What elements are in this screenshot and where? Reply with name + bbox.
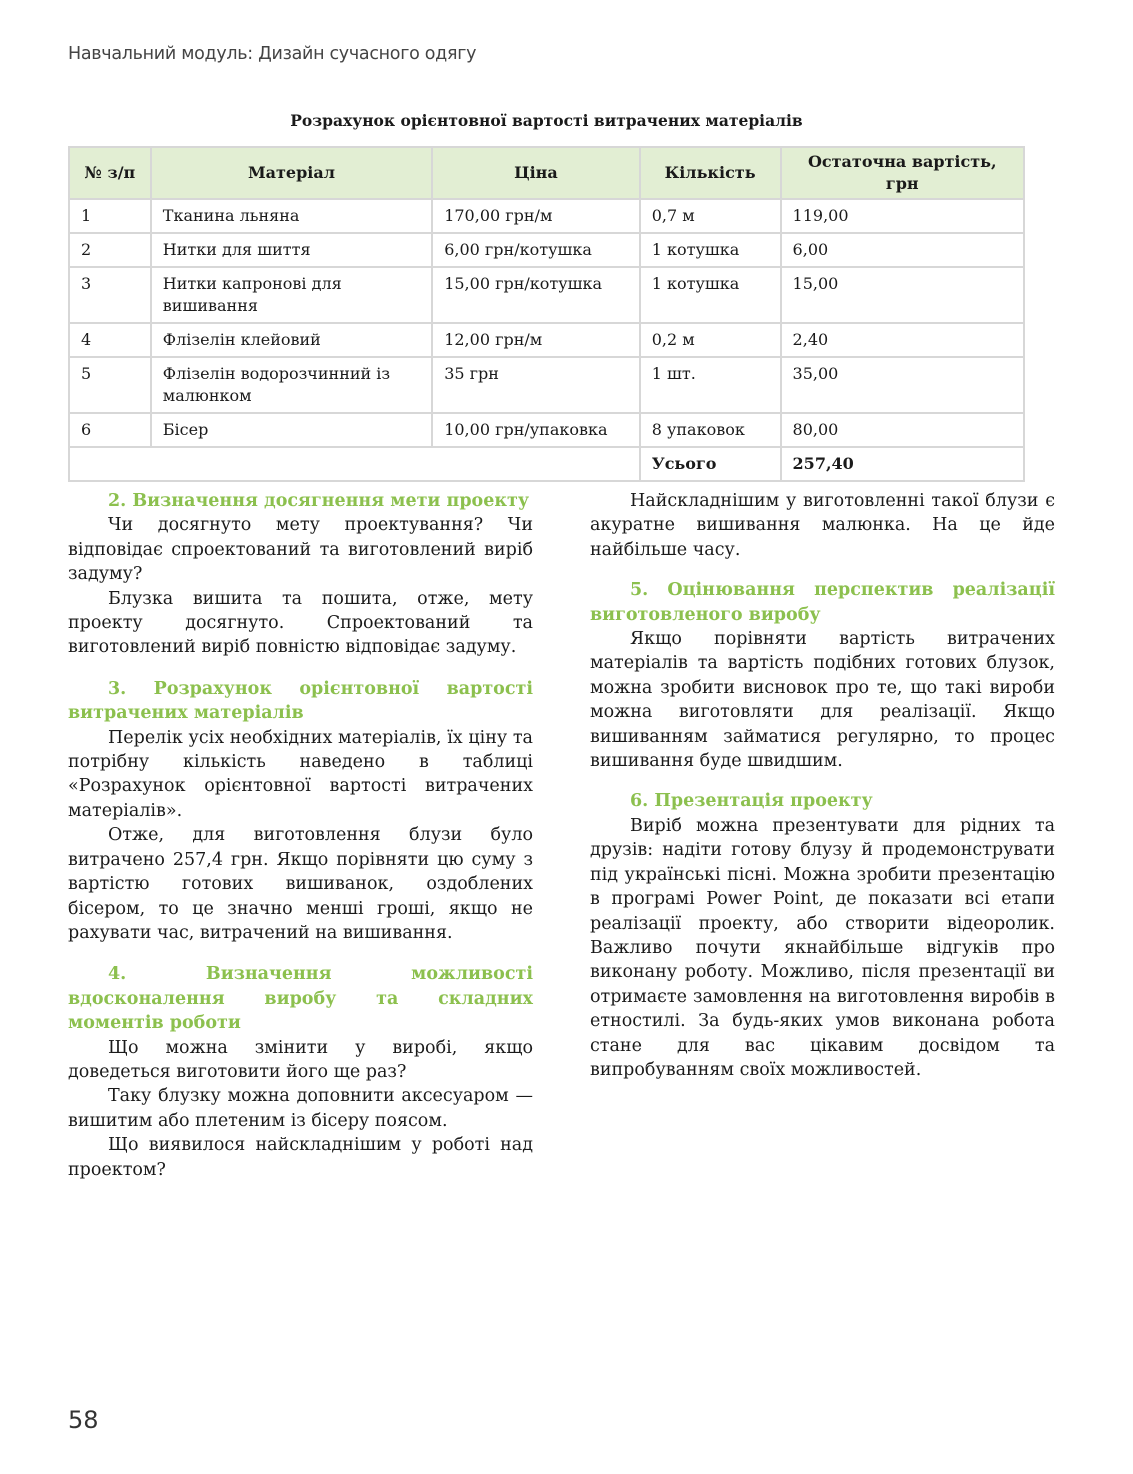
table-row <box>69 413 1024 447</box>
cell-price: 6,00 грн/котушка <box>432 233 640 267</box>
section-heading-improvement: 4. Визначення можливості вдосконалення виробу та складних моментів роботи <box>68 964 533 1034</box>
column-header-quantity: Кількість <box>640 147 781 199</box>
cell-price: 12,00 грн/м <box>432 323 640 357</box>
column-header-price: Ціна <box>432 147 640 199</box>
paragraph: Чи досягнуто мету проектування? Чи відповідає спроектований та виготовлений виріб задуму? <box>68 515 533 585</box>
table-header-row <box>69 147 1024 199</box>
running-header: Навчальний модуль: Дизайн сучасного одягу <box>68 44 477 64</box>
paragraph: Виріб можна презентувати для рідних та друзів: надіти готову блузу й продемонструвати під українські пісні. Можна зробити презентацію в програмі Power Point, де показати всі етапи реалізації проекту, або створити відеоролик. Важливо почути якнайбільше відгуків про виконану роботу. Можливо, після презентації ви отримаєте замовлення на виготовлення виробів в етностилі. За будь-яких умов виконана робота стане для вас цікавим досвідом та випробуванням своїх можливостей. <box>590 815 1055 1080</box>
paragraph: Отже, для виготовлення блузи було витрачено 257,4 грн. Якщо порівняти цю суму з вартістю готових вишиванок, оздоблених бісером, то це значно менші гроші, якщо не рахувати час, витрачений на вишивання. <box>68 825 533 943</box>
cell-price: 15,00 грн/котушка <box>432 267 640 323</box>
paragraph: Якщо порівняти вартість витрачених матеріалів та вартість подібних готових блузок, можна зробити висновок про те, що такі вироби можна виготовляти для реалізації. Якщо вишиванням займатися регулярно, то процес вишивання буде швидшим. <box>590 629 1055 772</box>
cell-number: 4 <box>69 323 151 357</box>
cell-price: 10,00 грн/упаковка <box>432 413 640 447</box>
cell-final-cost: 35,00 <box>781 357 1024 413</box>
left-text-column <box>68 489 533 1182</box>
cell-material: Нитки капронові для вишивання <box>151 267 432 323</box>
paragraph: Таку блузку можна доповнити аксесуаром — вишитим або плетеним із бісеру поясом. <box>68 1086 533 1131</box>
section-heading-realization-prospects: 5. Оцінювання перспектив реалізації виготовленого виробу <box>590 580 1055 625</box>
paragraph: Що виявилося найскладнішим у роботі над проектом? <box>68 1135 533 1180</box>
table-row <box>69 233 1024 267</box>
right-text-column <box>590 489 1055 1082</box>
column-header-number: № з/п <box>69 147 151 199</box>
paragraph: Блузка вишита та пошита, отже, мету проекту досягнуто. Спроектований та виготовлений виріб повністю відповідає задуму. <box>68 588 533 658</box>
cell-price: 170,00 грн/м <box>432 199 640 233</box>
table-title: Розрахунок орієнтовної вартості витрачених матеріалів <box>290 111 803 130</box>
cell-quantity: 1 котушка <box>640 267 781 323</box>
cell-quantity: 8 упаковок <box>640 413 781 447</box>
cell-price: 35 грн <box>432 357 640 413</box>
table-total-row <box>69 447 1024 481</box>
section-heading-presentation: 6. Презентація проекту <box>630 791 873 812</box>
paragraph: Найскладнішим у виготовленні такої блузи є акуратне вишивання малюнка. На це йде найбільше часу. <box>590 491 1055 560</box>
cell-number: 6 <box>69 413 151 447</box>
cell-material: Флізелін клейовий <box>151 323 432 357</box>
cell-material: Тканина льняна <box>151 199 432 233</box>
materials-table <box>68 146 1025 482</box>
section-heading-cost-calculation: 3. Розрахунок орієнтовної вартості витрачених матеріалів <box>68 678 533 724</box>
table-row <box>69 357 1024 413</box>
total-value: 257,40 <box>781 447 1024 481</box>
total-row-blank-cell <box>69 447 640 481</box>
column-header-material: Матеріал <box>151 147 432 199</box>
cell-final-cost: 119,00 <box>781 199 1024 233</box>
table-row <box>69 199 1024 233</box>
paragraph: Що можна змінити у виробі, якщо доведеться виготовити його ще раз? <box>68 1037 533 1082</box>
cell-number: 3 <box>69 267 151 323</box>
cell-material: Нитки для шиття <box>151 233 432 267</box>
cell-quantity: 0,2 м <box>640 323 781 357</box>
cell-quantity: 0,7 м <box>640 199 781 233</box>
cell-quantity: 1 шт. <box>640 357 781 413</box>
cell-final-cost: 80,00 <box>781 413 1024 447</box>
column-header-final-cost: Остаточна вартість, грн <box>781 147 1024 199</box>
cell-final-cost: 15,00 <box>781 267 1024 323</box>
cell-final-cost: 2,40 <box>781 323 1024 357</box>
page-number: 58 <box>68 1406 99 1434</box>
cell-quantity: 1 котушка <box>640 233 781 267</box>
cell-final-cost: 6,00 <box>781 233 1024 267</box>
section-heading-goal-achievement: 2. Визначення досягнення мети проекту <box>108 491 530 511</box>
total-label: Усього <box>640 447 781 481</box>
paragraph: Перелік усіх необхідних матеріалів, їх ціну та потрібну кількість наведено в таблиці «Розрахунок орієнтовної вартості витрачених матеріалів». <box>68 727 533 821</box>
cell-number: 1 <box>69 199 151 233</box>
cell-material: Бісер <box>151 413 432 447</box>
cell-material: Флізелін водорозчинний із малюнком <box>151 357 432 413</box>
table-row <box>69 323 1024 357</box>
table-row <box>69 267 1024 323</box>
cell-number: 5 <box>69 357 151 413</box>
cell-number: 2 <box>69 233 151 267</box>
